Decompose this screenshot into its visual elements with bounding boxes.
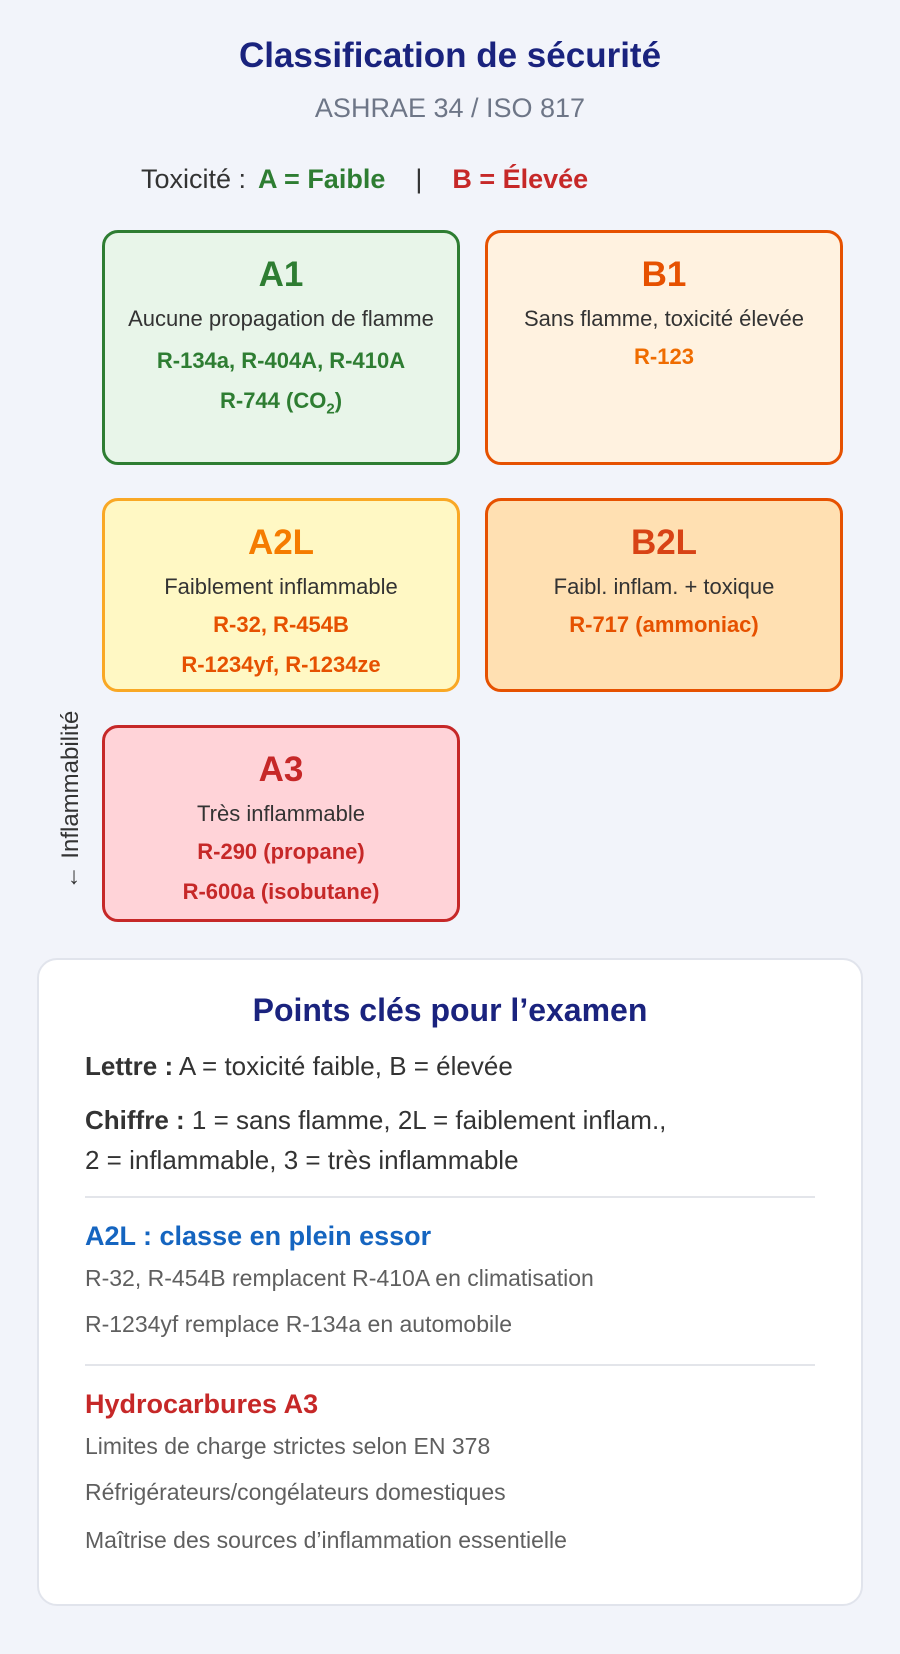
- class-examples: R-123: [634, 344, 694, 369]
- list-item: R-32, R-454B remplacent R-410A en climatisation: [85, 1265, 594, 1291]
- class-examples: R-134a, R-404A, R-410A: [156, 348, 406, 373]
- exam-key-points-panel: [37, 958, 863, 1606]
- list-item: Réfrigérateurs/congélateurs domestiques: [85, 1479, 506, 1505]
- legend-b: B = Élevée: [452, 164, 589, 194]
- class-cell-b2l: [485, 498, 843, 692]
- legend-separator: |: [415, 164, 423, 194]
- digit-rule: Chiffre : 1 = sans flamme, 2L = faiblement inflam.,: [85, 1105, 667, 1135]
- class-examples: R-744 $(CO_2)$: [219, 388, 343, 418]
- class-examples: R-290 (propane): [197, 839, 365, 864]
- class-examples: R-717 (ammoniac): [569, 612, 759, 637]
- list-item: Limites de charge strictes selon EN 378: [85, 1433, 491, 1459]
- toxicity-legend: [141, 164, 588, 195]
- list-item: R-1234yf remplace R-134a en automobile: [85, 1311, 513, 1337]
- legend-prefix: Toxicité :: [141, 164, 247, 194]
- class-code: A2L: [247, 523, 315, 562]
- class-cell-a2l: [102, 498, 460, 692]
- list-item: Maîtrise des sources d’inflammation essentielle: [85, 1527, 567, 1553]
- digit-rule-continued: 2 = inflammable, 3 = très inflammable: [85, 1145, 519, 1175]
- flammability-axis-label: ← Inflammabilité: [57, 710, 84, 890]
- panel-title: Points clés pour l’examen: [252, 992, 648, 1028]
- legend-a: A = Faible: [258, 164, 386, 194]
- page-title: Classification de sécurité: [238, 36, 662, 75]
- class-code: B1: [641, 255, 687, 294]
- class-cell-a1: [102, 230, 460, 465]
- divider: [85, 1364, 815, 1366]
- class-description: Faibl. inflam. + toxique: [553, 574, 775, 599]
- class-cell-a3: [102, 725, 460, 922]
- class-examples: R-600a (isobutane): [182, 879, 380, 904]
- hydrocarbons-section-title: Hydrocarbures A3: [85, 1389, 319, 1419]
- class-description: Très inflammable: [197, 801, 365, 826]
- class-description: Sans flamme, toxicité élevée: [523, 306, 805, 331]
- a2l-section-title: A2L : classe en plein essor: [85, 1221, 432, 1251]
- class-code: A3: [258, 750, 304, 789]
- class-description: Faiblement inflammable: [164, 574, 398, 599]
- letter-rule: Lettre : A = toxicité faible, B = élevée: [85, 1051, 513, 1081]
- class-examples: R-1234yf, R-1234ze: [181, 652, 381, 677]
- class-code: B2L: [630, 523, 698, 562]
- class-cell-b1: [485, 230, 843, 465]
- class-description: Aucune propagation de flamme: [128, 306, 434, 331]
- class-code: A1: [258, 255, 304, 294]
- divider: [85, 1196, 815, 1198]
- class-examples: R-32, R-454B: [213, 612, 349, 637]
- page-subtitle: ASHRAE 34 / ISO 817: [314, 93, 586, 123]
